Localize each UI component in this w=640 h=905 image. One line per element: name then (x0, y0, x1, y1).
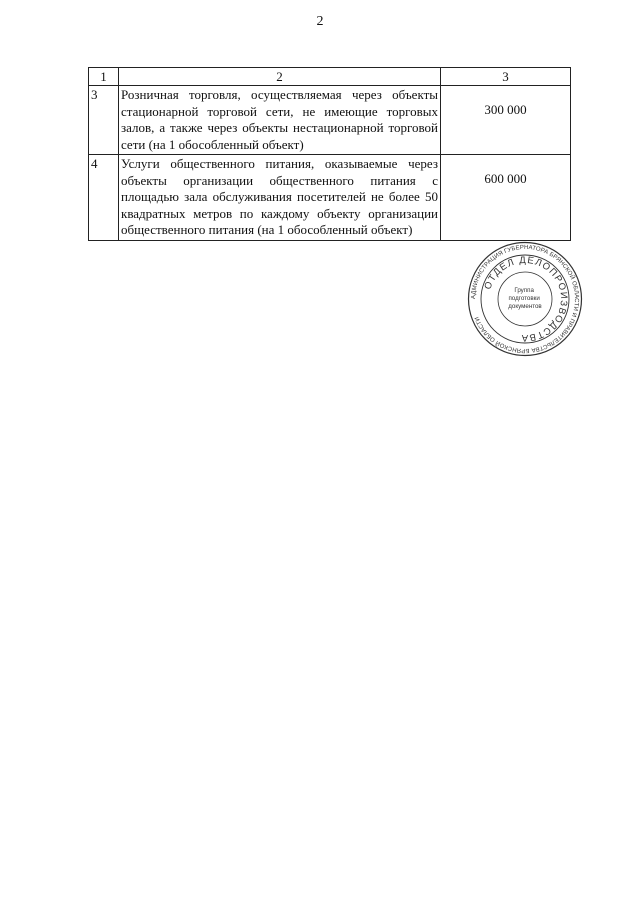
table-header-row (89, 68, 571, 86)
row-number: 3 (89, 86, 119, 155)
page-number: 2 (316, 14, 324, 29)
header-cell: 3 (441, 68, 571, 86)
stamp-outer-text: АДМИНИСТРАЦИЯ ГУБЕРНАТОРА БРЯНСКОЙ ОБЛАСТИ И ПРАВИТЕЛЬСТВА БРЯНСКОЙ ОБЛАСТИ (470, 244, 580, 354)
row-value: 600 000 (441, 155, 571, 241)
row-description: Услуги общественного питания, оказываемые через объекты организации общественного питания с площадью зала обслуживания посетителей не более 50 квадратных метров по каждому объекту организации общественного питания (на 1 обособленный объект) (119, 155, 441, 241)
row-number: 4 (89, 155, 119, 241)
official-stamp (467, 241, 583, 357)
stamp-middle-text: ОТДЕЛ ДЕЛОПРОИЗВОДСТВА (482, 254, 570, 344)
stamp-center-line: подготовки (508, 295, 540, 302)
header-cell: 2 (119, 68, 441, 86)
table-row (89, 155, 571, 241)
stamp-center-line: документов (508, 303, 542, 310)
stamp-center-line: Группа (514, 287, 534, 294)
header-cell: 1 (89, 68, 119, 86)
row-value: 300 000 (441, 86, 571, 155)
document-table (88, 67, 571, 241)
row-description: Розничная торговля, осуществляемая через объекты стационарной торговой сети, не имеющие торговых залов, а также через объекты нестационарной торговой сети (на 1 обособленный объект) (119, 86, 441, 155)
table-row (89, 86, 571, 155)
svg-text:Группа подготовки доку (508, 287, 542, 310)
